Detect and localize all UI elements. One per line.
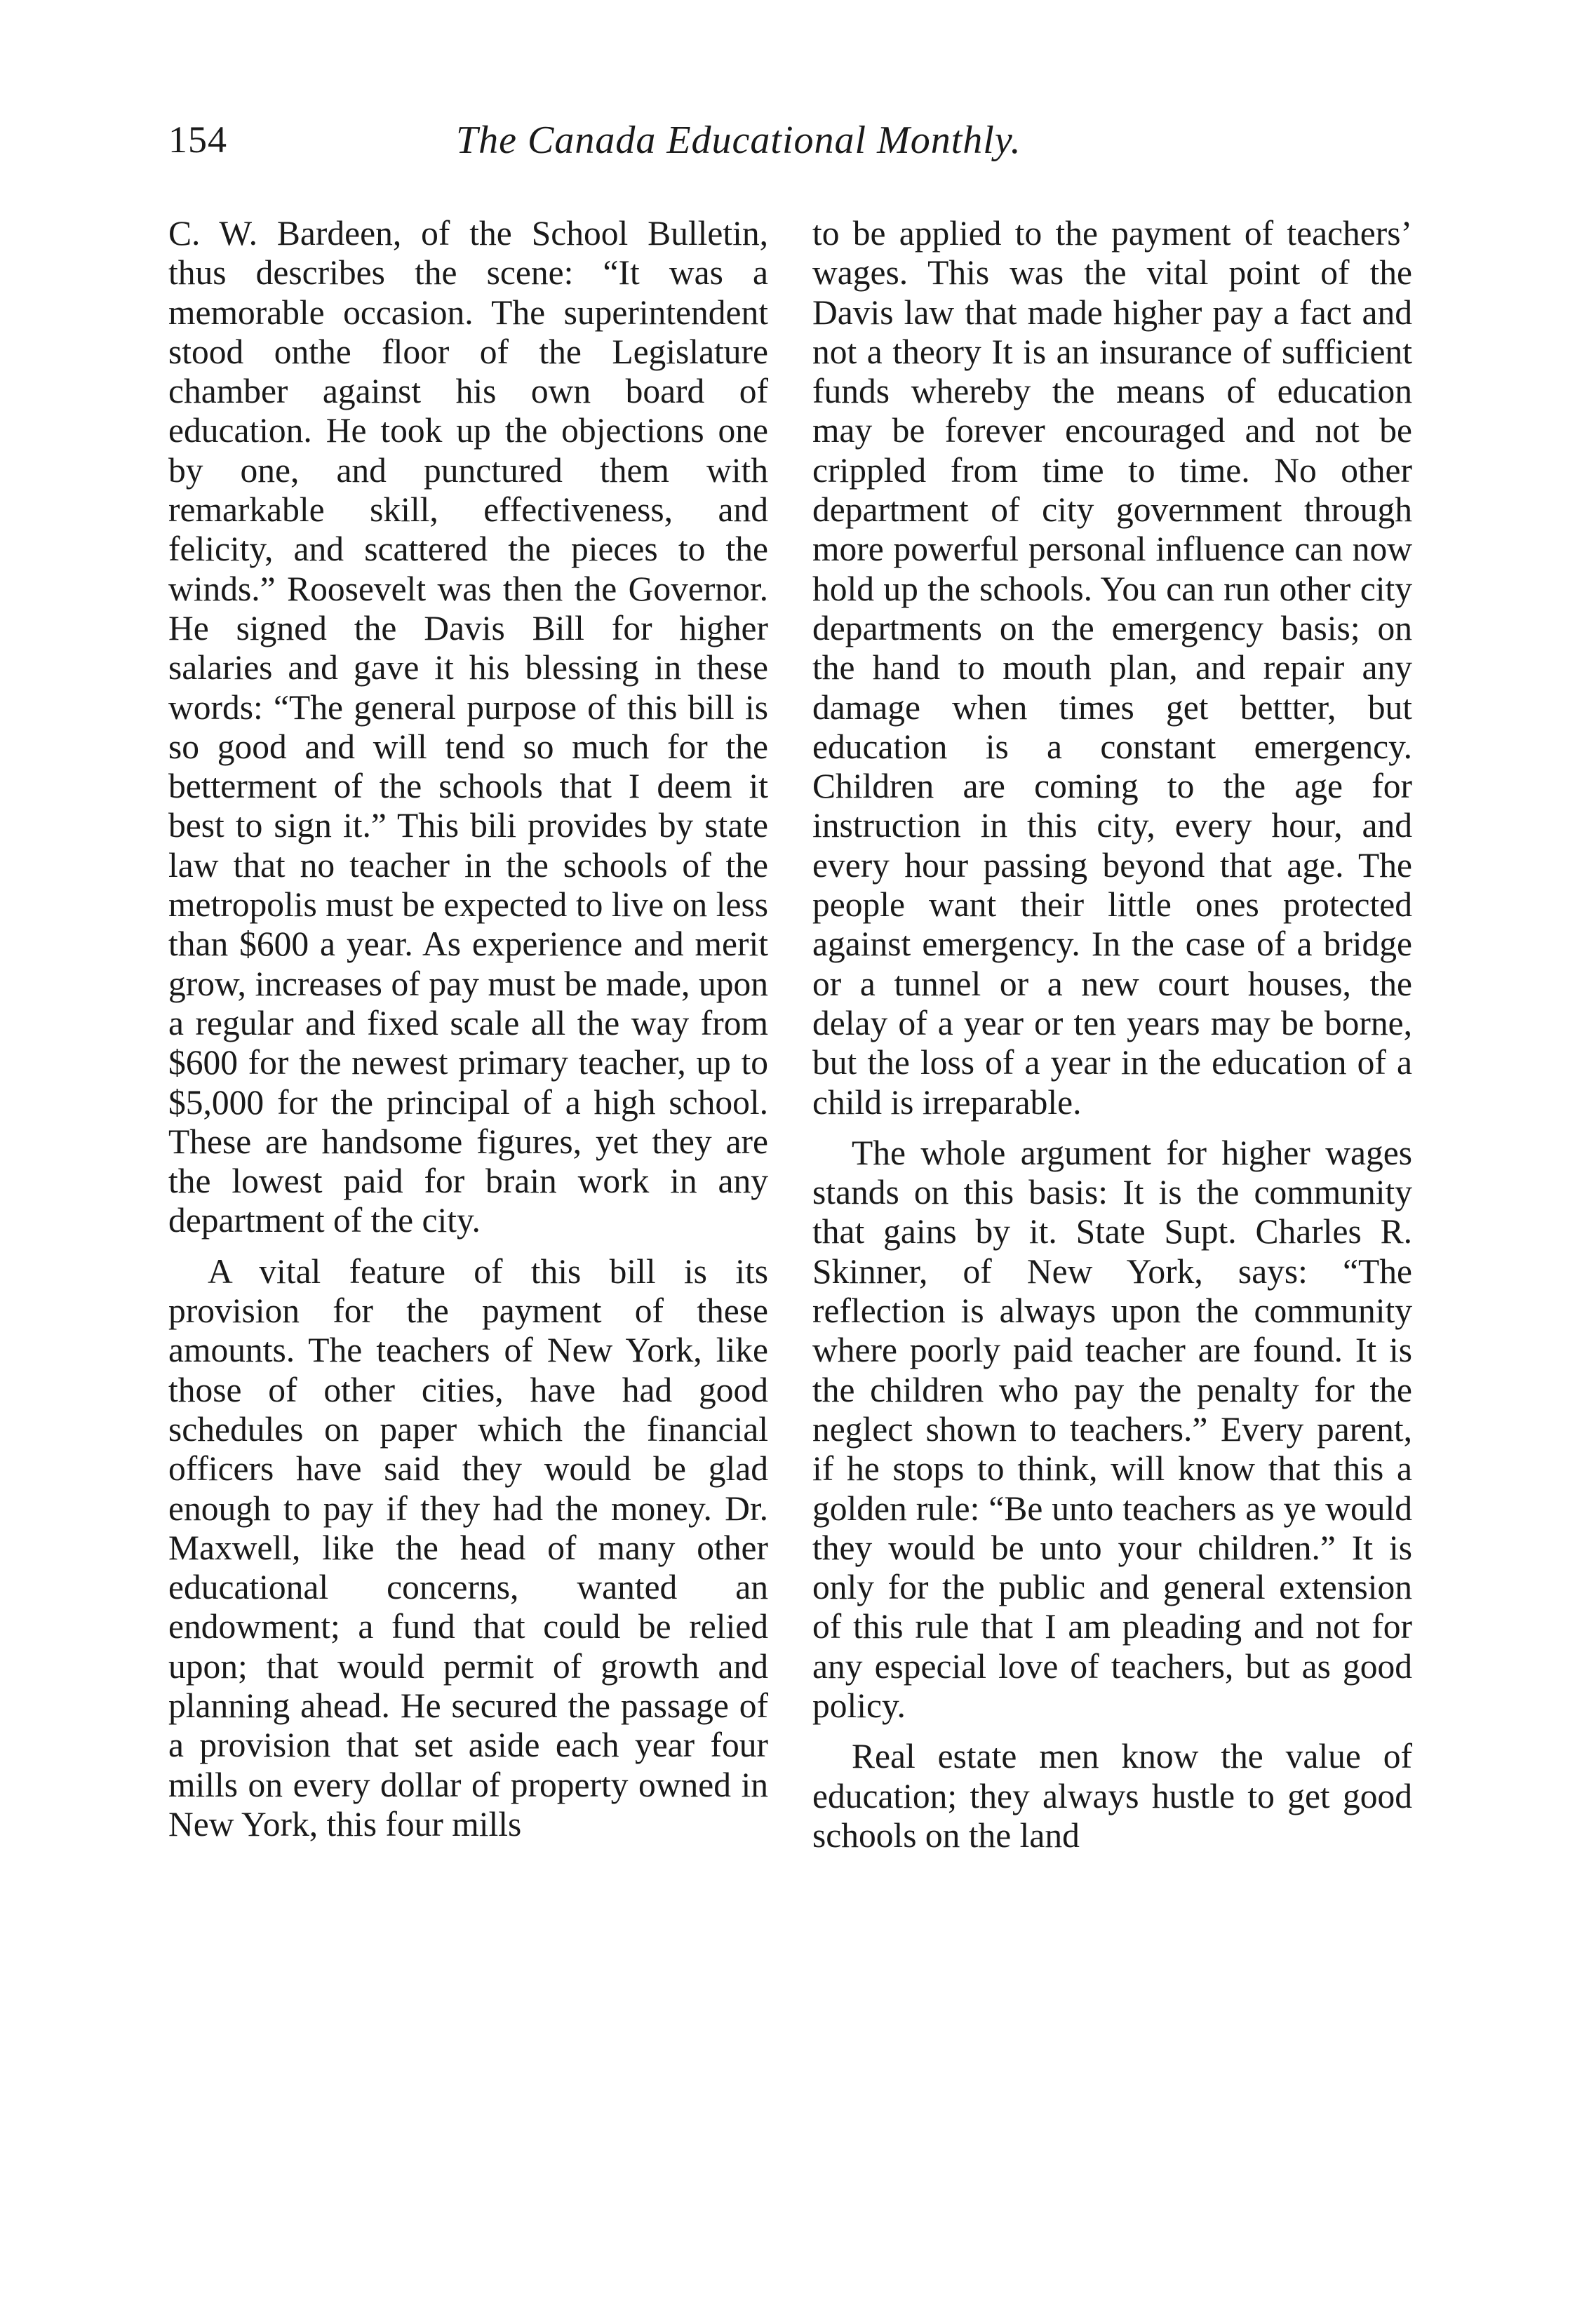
paragraph: to be applied to the payment of teachers’ wages. This was the vital point of the Davis law that made higher pay a fact and not a theory It is an insurance of sufficient funds whereby the means of education may be forever encouraged and not be crippled from time to time. No other department of city government through more powerful personal influence can now hold up the schools. You can run other city departments on the emergency basis; on the hand to mouth plan, and repair any damage when times get bettter, but education is a constant emergency. Children are coming to the age for instruction in this city, every hour, and every hour passing beyond that age. The people want their little ones protected against emergency. In the case of a bridge or a tunnel or a new court houses, the delay of a year or ten years may be borne, but the loss of a year in the education of a child is irreparable. (812, 214, 1412, 1122)
left-column (168, 214, 768, 1844)
paragraph: The whole argument for higher wages stands on this basis: It is the community that gains by it. State Supt. Charles R. Skinner, of New York, says: “The reflection is always upon the community where poorly paid teacher are found. It is the children who pay the penalty for the neglect shown to teachers.” Every parent, if he stops to think, will know that this a golden rule: “Be unto teachers as ye would they would be unto your children.” It is only for the public and general extension of this rule that I am pleading and not for any especial love of teachers, but as good policy. (812, 1133, 1412, 1725)
right-column (812, 214, 1412, 1855)
page-number: 154 (168, 119, 227, 161)
page-header (168, 118, 1438, 174)
paragraph: Real estate men know the value of education; they always hustle to get good schools on the land (812, 1737, 1412, 1855)
paragraph: C. W. Bardeen, of the School Bulletin, thus describes the scene: “It was a memorable occasion. The superintendent stood onthe floor of the Legislature chamber against his own board of education. He took up the objections one by one, and punctured them with remarkable skill, effectiveness, and felicity, and scattered the pieces to the winds.” Roosevelt was then the Governor. He signed the Davis Bill for higher salaries and gave it his blessing in these words: “The general purpose of this bill is so good and will tend so much for the betterment of the schools that I deem it best to sign it.” This bili provides by state law that no teacher in the schools of the metropolis must be expected to live on less than $600 a year. As experience and merit grow, increases of pay must be made, upon a regular and fixed scale all the way from $600 for the newest primary teacher, up to $5,000 for the principal of a high school. These are handsome figures, yet they are the lowest paid for brain work in any department of the city. (168, 214, 768, 1240)
running-title: The Canada Educational Monthly. (456, 119, 1021, 162)
paragraph: A vital feature of this bill is its provision for the payment of these amounts. The teachers of New York, like those of other cities, have had good schedules on paper which the financial officers have said they would be glad enough to pay if they had the money. Dr. Maxwell, like the head of many other educational concerns, wanted an endowment; a fund that could be relied upon; that would permit of growth and planning ahead. He secured the passage of a provision that set aside each year four mills on every dollar of property owned in New York, this four mills (168, 1251, 768, 1843)
